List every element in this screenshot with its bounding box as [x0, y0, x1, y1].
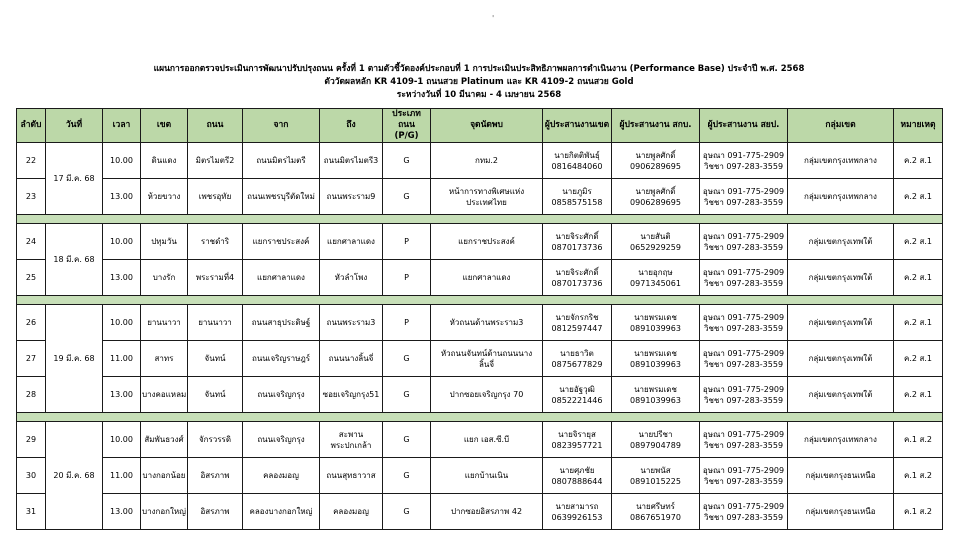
cell-district-coordinator: นายจักรกริช 0812597447	[543, 305, 612, 341]
table-row	[17, 341, 943, 377]
cell-note: ค.1 ส.2	[894, 494, 943, 530]
cell-district-group: กลุ่มเขตกรุงเทพกลาง	[788, 422, 894, 458]
cell-to: สะพาน พระปกเกล้า	[320, 422, 383, 458]
table-row	[17, 458, 943, 494]
cell-road: เพชรอุทัย	[188, 179, 243, 215]
separator-cell	[17, 215, 943, 224]
table-row	[17, 143, 943, 179]
cell-from: แยกศาลาแดง	[243, 260, 320, 296]
cell-skb-coordinator: นายพูลศักดิ์ 0906289695	[612, 179, 700, 215]
cell-time: 11.00	[103, 341, 141, 377]
cell-district-group: กลุ่มเขตกรุงธนเหนือ	[788, 458, 894, 494]
cell-syp-coordinator: อุษณา 091-775-2909 วิชชา 097-283-3559	[700, 341, 788, 377]
header-row	[17, 109, 943, 143]
cell-note: ค.2 ส.1	[894, 143, 943, 179]
table-row	[17, 224, 943, 260]
cell-time: 11.00	[103, 458, 141, 494]
cell-road-type: G	[383, 458, 431, 494]
cell-sequence: 25	[17, 260, 46, 296]
cell-syp-coordinator: อุษณา 091-775-2909 วิชชา 097-283-3559	[700, 224, 788, 260]
cell-district-coordinator: นายอัฐวุฒิ 0852221446	[543, 377, 612, 413]
cell-skb-coordinator: นายพนัส 0891015225	[612, 458, 700, 494]
column-header: เวลา	[103, 109, 141, 143]
cell-sequence: 29	[17, 422, 46, 458]
inspection-schedule-table	[16, 108, 943, 530]
cell-syp-coordinator: อุษณา 091-775-2909 วิชชา 097-283-3559	[700, 458, 788, 494]
cell-district: ยานนาวา	[141, 305, 188, 341]
group-separator-row	[17, 413, 943, 422]
cell-road: มิตรไมตรี2	[188, 143, 243, 179]
document-titles	[0, 63, 958, 102]
cell-date: 20 มี.ค. 68	[46, 422, 103, 530]
cell-sequence: 30	[17, 458, 46, 494]
cell-district-coordinator: นายภูมิร 0858575158	[543, 179, 612, 215]
cell-to: คลองมอญ	[320, 494, 383, 530]
cell-skb-coordinator: นายพรมเดช 0891039963	[612, 377, 700, 413]
cell-road: พระรามที่4	[188, 260, 243, 296]
cell-to: ถนนนางลิ้นจี่	[320, 341, 383, 377]
cell-sequence: 26	[17, 305, 46, 341]
cell-skb-coordinator: นายอุกฤษ 0971345061	[612, 260, 700, 296]
cell-note: ค.2 ส.1	[894, 377, 943, 413]
group-separator-row	[17, 215, 943, 224]
cell-time: 13.00	[103, 377, 141, 413]
cell-road-type: G	[383, 143, 431, 179]
cell-date: 19 มี.ค. 68	[46, 305, 103, 413]
cell-syp-coordinator: อุษณา 091-775-2909 วิชชา 097-283-3559	[700, 377, 788, 413]
column-header: เขต	[141, 109, 188, 143]
column-header: วันที่	[46, 109, 103, 143]
cell-meeting-point: หัวถนนจันทน์ด้านถนนนาง ลิ้นจี่	[431, 341, 543, 377]
cell-district: สัมพันธวงศ์	[141, 422, 188, 458]
cell-to: แยกศาลาแดง	[320, 224, 383, 260]
cell-skb-coordinator: นายปรีชา 0897904789	[612, 422, 700, 458]
cell-road-type: P	[383, 224, 431, 260]
column-header: ผู้ประสานงาน สกบ.	[612, 109, 700, 143]
cell-sequence: 27	[17, 341, 46, 377]
cell-note: ค.2 ส.1	[894, 341, 943, 377]
cell-note: ค.2 ส.1	[894, 260, 943, 296]
cell-skb-coordinator: นายพรมเดช 0891039963	[612, 341, 700, 377]
cell-district: บางกอกใหญ่	[141, 494, 188, 530]
cell-road-type: G	[383, 422, 431, 458]
title-line-3: ระหว่างวันที่ 10 มีนาคม - 4 เมษายน 2568	[396, 90, 562, 100]
group-separator-row	[17, 296, 943, 305]
column-header: ถนน	[188, 109, 243, 143]
cell-time: 10.00	[103, 224, 141, 260]
cell-syp-coordinator: อุษณา 091-775-2909 วิชชา 097-283-3559	[700, 143, 788, 179]
cell-time: 13.00	[103, 260, 141, 296]
cell-to: ถนนพระราม3	[320, 305, 383, 341]
cell-meeting-point: แยกราชประสงค์	[431, 224, 543, 260]
cell-from: ถนนมิตรไมตรี	[243, 143, 320, 179]
cell-meeting-point: หน้าการทางพิเศษแห่ง ประเทศไทย	[431, 179, 543, 215]
cell-note: ค.2 ส.1	[894, 179, 943, 215]
cell-from: ถนนเจริญราษฎร์	[243, 341, 320, 377]
separator-cell	[17, 413, 943, 422]
cell-district: บางคอแหลม	[141, 377, 188, 413]
cell-road-type: G	[383, 377, 431, 413]
cell-district-coordinator: นายธาวิต 0875677829	[543, 341, 612, 377]
cell-to: ถนนพระราม9	[320, 179, 383, 215]
cell-time: 10.00	[103, 305, 141, 341]
cell-syp-coordinator: อุษณา 091-775-2909 วิชชา 097-283-3559	[700, 422, 788, 458]
cell-meeting-point: กทม.2	[431, 143, 543, 179]
cell-district: สาทร	[141, 341, 188, 377]
cell-road: จันทน์	[188, 377, 243, 413]
cell-meeting-point: ปากซอยอิสรภาพ 42	[431, 494, 543, 530]
cell-to: ถนนมิตรไมตรี3	[320, 143, 383, 179]
cell-district-coordinator: นายจิระศักดิ์ 0870173736	[543, 224, 612, 260]
title-line-2: ตัววัดผลหลัก KR 4109-1 ถนนสวย Platinum และ KR 4109-2 ถนนสวย Gold	[324, 77, 634, 87]
cell-road: จันทน์	[188, 341, 243, 377]
cell-sequence: 31	[17, 494, 46, 530]
cell-road-type: G	[383, 341, 431, 377]
column-header: ผู้ประสานงาน สยป.	[700, 109, 788, 143]
cell-district-coordinator: นายกิตติพันธุ์ 0816484060	[543, 143, 612, 179]
column-header: หมายเหตุ	[894, 109, 943, 143]
separator-cell	[17, 296, 943, 305]
cell-from: แยกราชประสงค์	[243, 224, 320, 260]
cell-meeting-point: แยกศาลาแดง	[431, 260, 543, 296]
table-row	[17, 377, 943, 413]
table-row	[17, 305, 943, 341]
cell-district-coordinator: นายศุภชัย 0807888644	[543, 458, 612, 494]
cell-district-coordinator: นายจิรายุส 0823957721	[543, 422, 612, 458]
cell-district-group: กลุ่มเขตกรุงเทพใต้	[788, 224, 894, 260]
cell-from: คลองมอญ	[243, 458, 320, 494]
cell-from: ถนนเจริญกรุง	[243, 422, 320, 458]
top-mark: '	[492, 14, 495, 23]
column-header: ผู้ประสานงานเขต	[543, 109, 612, 143]
cell-skb-coordinator: นายศรีษทร์ 0867651970	[612, 494, 700, 530]
cell-district-group: กลุ่มเขตกรุงเทพใต้	[788, 260, 894, 296]
cell-note: ค.2 ส.1	[894, 305, 943, 341]
cell-from: ถนนสาธุประดิษฐ์	[243, 305, 320, 341]
cell-road-type: P	[383, 305, 431, 341]
cell-district: ปทุมวัน	[141, 224, 188, 260]
cell-sequence: 24	[17, 224, 46, 260]
cell-sequence: 28	[17, 377, 46, 413]
table-row	[17, 179, 943, 215]
cell-syp-coordinator: อุษณา 091-775-2909 วิชชา 097-283-3559	[700, 260, 788, 296]
table-body	[17, 143, 943, 530]
cell-from: ถนนเพชรบุรีตัดใหม่	[243, 179, 320, 215]
cell-road-type: P	[383, 260, 431, 296]
cell-road: อิสรภาพ	[188, 494, 243, 530]
cell-district-group: กลุ่มเขตกรุงเทพกลาง	[788, 143, 894, 179]
cell-road-type: G	[383, 494, 431, 530]
cell-date: 18 มี.ค. 68	[46, 224, 103, 296]
cell-road: ยานนาวา	[188, 305, 243, 341]
cell-district-group: กลุ่มเขตกรุงเทพใต้	[788, 377, 894, 413]
table-row	[17, 260, 943, 296]
column-header: ถึง	[320, 109, 383, 143]
cell-skb-coordinator: นายพูลศักดิ์ 0906289695	[612, 143, 700, 179]
title-line-1: แผนการออกตรวจประเมินการพัฒนาปรับปรุงถนน ครั้งที่ 1 ตามตัวชี้วัดองค์ประกอบที่ 1 การประเมินประสิทธิภาพผลการดำเนินงาน (Performance Base) ประจำปี พ.ศ. 2568	[153, 64, 805, 74]
table-row	[17, 422, 943, 458]
cell-note: ค.2 ส.1	[894, 224, 943, 260]
cell-skb-coordinator: นายสันติ 0652929259	[612, 224, 700, 260]
table-row	[17, 494, 943, 530]
cell-meeting-point: หัวถนนด้านพระราม3	[431, 305, 543, 341]
column-header: ลำดับ	[17, 109, 46, 143]
cell-district-group: กลุ่มเขตกรุงเทพกลาง	[788, 179, 894, 215]
cell-syp-coordinator: อุษณา 091-775-2909 วิชชา 097-283-3559	[700, 494, 788, 530]
column-header: จุดนัดพบ	[431, 109, 543, 143]
cell-district: บางรัก	[141, 260, 188, 296]
cell-time: 10.00	[103, 422, 141, 458]
cell-meeting-point: แยก เอส.ซี.บี	[431, 422, 543, 458]
cell-note: ค.1 ส.2	[894, 422, 943, 458]
cell-to: หัวลำโพง	[320, 260, 383, 296]
cell-time: 13.00	[103, 494, 141, 530]
cell-skb-coordinator: นายพรมเดช 0891039963	[612, 305, 700, 341]
cell-time: 10.00	[103, 143, 141, 179]
cell-district-group: กลุ่มเขตกรุงธนเหนือ	[788, 494, 894, 530]
column-header: ประเภทถนน (P/G)	[383, 109, 431, 143]
cell-road-type: G	[383, 179, 431, 215]
cell-road: อิสรภาพ	[188, 458, 243, 494]
cell-date: 17 มี.ค. 68	[46, 143, 103, 215]
cell-district-coordinator: นายจิระศักดิ์ 0870173736	[543, 260, 612, 296]
cell-district: บางกอกน้อย	[141, 458, 188, 494]
table-header	[17, 109, 943, 143]
cell-syp-coordinator: อุษณา 091-775-2909 วิชชา 097-283-3559	[700, 179, 788, 215]
column-header: กลุ่มเขต	[788, 109, 894, 143]
cell-time: 13.00	[103, 179, 141, 215]
cell-meeting-point: ปากซอยเจริญกรุง 70	[431, 377, 543, 413]
cell-district-group: กลุ่มเขตกรุงเทพใต้	[788, 305, 894, 341]
cell-syp-coordinator: อุษณา 091-775-2909 วิชชา 097-283-3559	[700, 305, 788, 341]
cell-note: ค.1 ส.2	[894, 458, 943, 494]
cell-from: ถนนเจริญกรุง	[243, 377, 320, 413]
cell-district-group: กลุ่มเขตกรุงเทพใต้	[788, 341, 894, 377]
column-header: จาก	[243, 109, 320, 143]
cell-district-coordinator: นายสามารถ 0639926153	[543, 494, 612, 530]
cell-sequence: 23	[17, 179, 46, 215]
cell-district: ดินแดง	[141, 143, 188, 179]
cell-from: คลองบางกอกใหญ่	[243, 494, 320, 530]
cell-road: ราชดำริ	[188, 224, 243, 260]
cell-road: จักรวรรดิ	[188, 422, 243, 458]
cell-district: ห้วยขวาง	[141, 179, 188, 215]
cell-to: ซอยเจริญกรุง51	[320, 377, 383, 413]
cell-sequence: 22	[17, 143, 46, 179]
cell-meeting-point: แยกบ้านเนิน	[431, 458, 543, 494]
cell-to: ถนนสุทธาวาส	[320, 458, 383, 494]
